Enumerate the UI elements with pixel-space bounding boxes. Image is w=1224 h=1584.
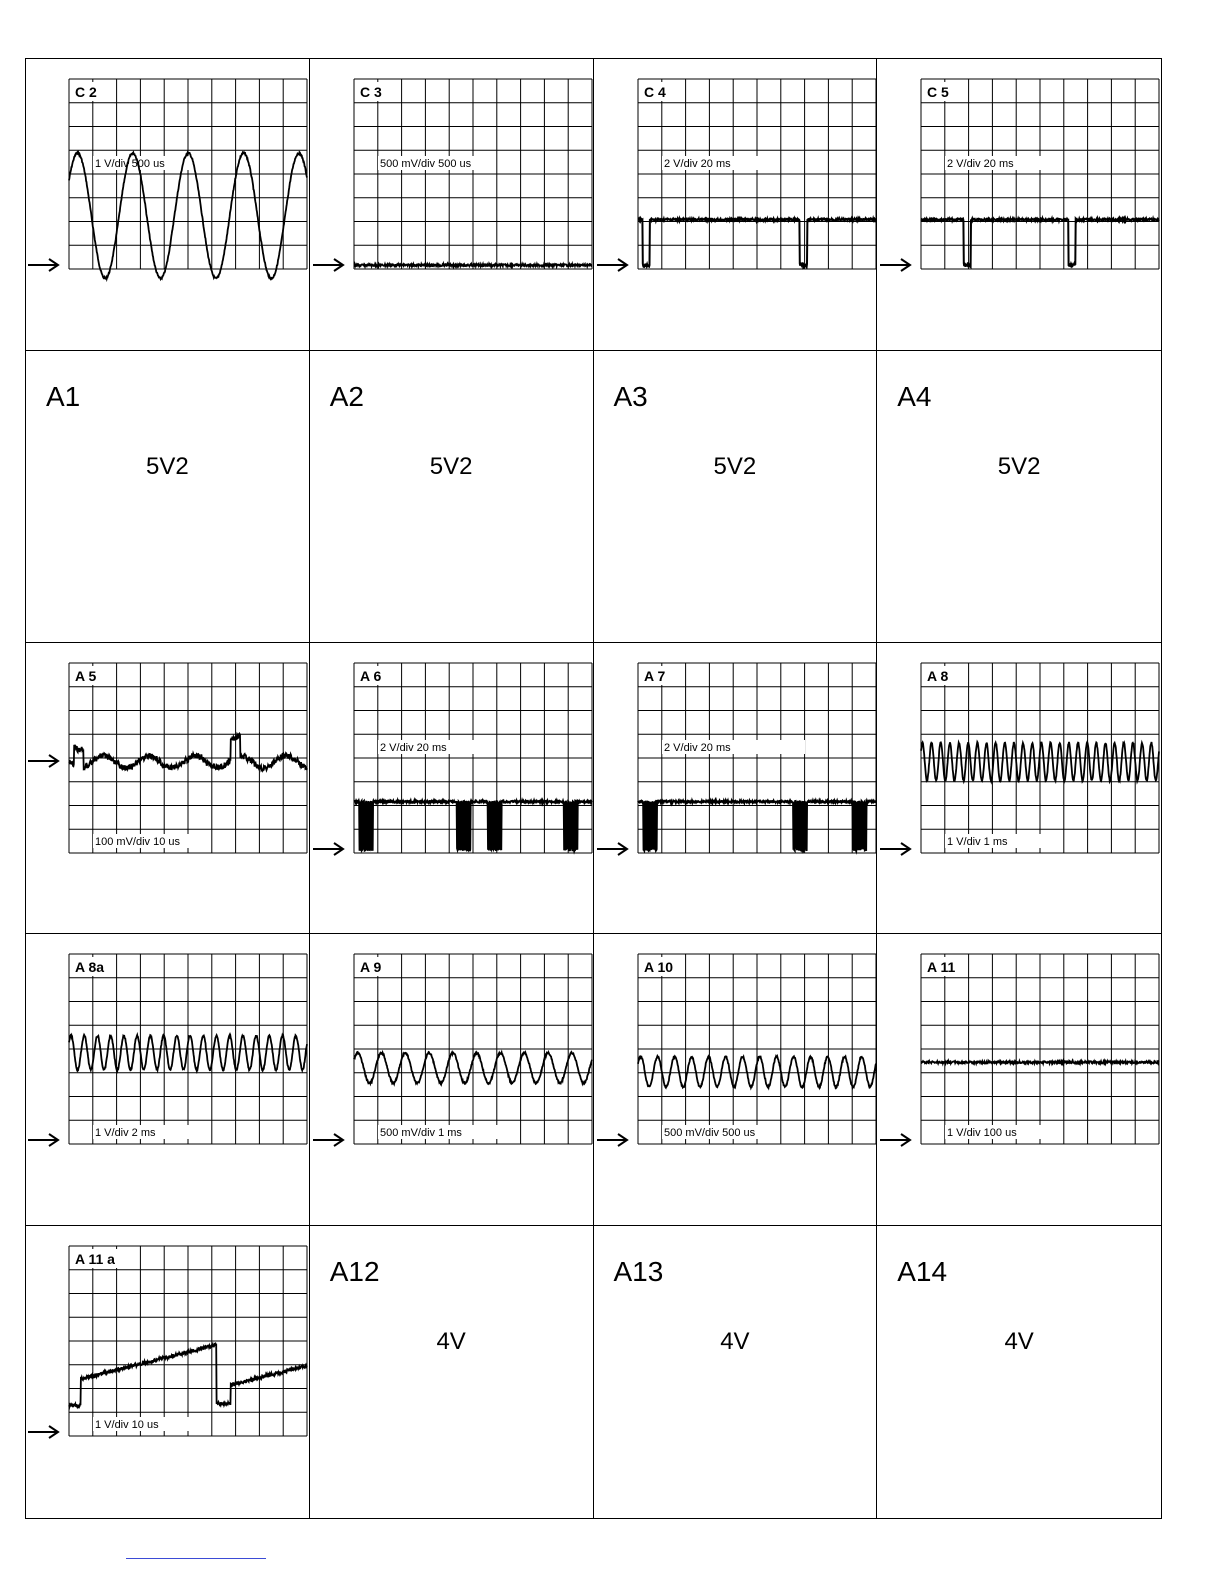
scope-channel-label: C 5 [927,84,950,100]
oscilloscope-trace [921,954,1159,1144]
scope-graticule [69,79,307,269]
scope-graticule [69,1246,307,1436]
ground-reference-arrow-icon [596,841,630,857]
scope-channel-label: A 10 [643,959,673,976]
scope-scale-text: 1 V/div 2 ms [95,1127,156,1140]
cell-a4 [877,351,1161,643]
ground-reference-arrow-icon [27,753,61,769]
scope-scale-text: 2 V/div 20 ms [379,741,447,754]
scope-channel-label: A 8a [75,959,105,976]
cell-a12 [310,1226,594,1518]
scope-scale-text: 1 V/div 1 ms [947,835,1008,848]
voltage-value: 4V [436,1328,466,1356]
cell-a8a [26,934,310,1226]
oscilloscope-trace [354,954,592,1144]
oscilloscope-trace [638,954,876,1144]
cell-a13 [594,1226,878,1518]
cell-c5 [877,59,1161,351]
oscilloscope-trace [638,663,876,853]
oscilloscope-trace [921,663,1159,853]
scope-scale-text: 1 V/div 10 us [95,1419,159,1432]
waveform-line [921,1062,1159,1064]
oscilloscope-trace [921,79,1159,269]
voltage-value: 4V [720,1328,750,1356]
cell-c3 [310,59,594,351]
voltage-value: 5V2 [429,452,473,480]
ground-reference-arrow-icon [596,257,630,273]
scope-channel-label: A 11 a [75,1251,115,1268]
cell-a6 [310,643,594,935]
cell-a9 [310,934,594,1226]
voltage-value: 5V2 [997,452,1041,480]
cell-a3 [594,351,878,643]
scope-channel-label: A 6 [359,667,382,684]
waveform-line [354,264,592,266]
scope-scale-text: 1 V/div 500 us [95,158,165,170]
ground-reference-arrow-icon [879,257,913,273]
scope-scale-text: 100 mV/div 10 us [95,835,180,848]
scope-graticule [921,79,1159,269]
measurement-point-label: A2 [329,380,364,412]
scope-channel-label: A 7 [643,667,665,684]
cell-a5 [26,643,310,935]
cell-c2 [26,59,310,351]
ground-reference-arrow-icon [27,1132,61,1148]
measurement-point-label: A13 [613,1256,664,1288]
scope-graticule [354,954,592,1144]
scope-channel-label: A 5 [75,667,97,684]
scope-graticule [354,79,592,269]
scope-scale-text: 2 V/div 20 ms [947,158,1014,170]
scope-scale-text: 500 mV/div 500 us [379,158,471,170]
scope-scale-text: 2 V/div 20 ms [663,741,731,754]
measurement-grid [25,58,1162,1519]
scope-channel-label: C 2 [75,84,97,100]
scope-channel-label: A 9 [359,959,382,976]
scope-channel-label: C 4 [643,84,666,100]
oscilloscope-trace [69,954,307,1144]
measurement-point-label: A3 [613,380,648,412]
cell-a1 [26,351,310,643]
oscilloscope-trace [69,663,307,853]
scope-scale-text: 500 mV/div 500 us [663,1127,755,1140]
scope-graticule [354,663,592,853]
scope-scale-text: 2 V/div 20 ms [663,158,731,170]
footer-link-underline [126,1558,266,1559]
ground-reference-arrow-icon [312,841,346,857]
ground-reference-arrow-icon [879,841,913,857]
oscilloscope-trace [638,79,876,269]
voltage-value: 5V2 [146,452,189,480]
voltage-value: 5V2 [713,452,757,480]
ground-reference-arrow-icon [312,257,346,273]
scope-channel-label: C 3 [359,84,382,100]
cell-a10 [594,934,878,1226]
cell-a11 [877,934,1161,1226]
oscilloscope-trace [69,79,307,269]
scope-channel-label: A 8 [927,667,949,684]
oscilloscope-trace [69,1246,307,1436]
ground-reference-arrow-icon [879,1132,913,1148]
scope-graticule [638,663,876,853]
measurement-point-label: A12 [329,1256,380,1288]
ground-reference-arrow-icon [27,257,61,273]
scope-channel-label: A 11 [927,959,956,976]
cell-a11a [26,1226,310,1518]
scope-scale-text: 1 V/div 100 us [947,1127,1017,1140]
measurement-point-label: A14 [897,1256,948,1288]
cell-a2 [310,351,594,643]
cell-a8 [877,643,1161,935]
oscilloscope-trace [354,79,592,269]
scope-graticule [638,79,876,269]
ground-reference-arrow-icon [27,1424,61,1440]
ground-reference-arrow-icon [312,1132,346,1148]
cell-c4 [594,59,878,351]
scope-graticule [921,954,1159,1144]
voltage-value: 4V [1004,1328,1034,1356]
oscilloscope-trace [354,663,592,853]
scope-scale-text: 500 mV/div 1 ms [379,1127,462,1140]
ground-reference-arrow-icon [596,1132,630,1148]
measurement-point-label: A4 [897,380,932,412]
cell-a7 [594,643,878,935]
cell-a14 [877,1226,1161,1518]
scope-graticule [638,954,876,1144]
measurement-point-label: A1 [46,380,81,412]
